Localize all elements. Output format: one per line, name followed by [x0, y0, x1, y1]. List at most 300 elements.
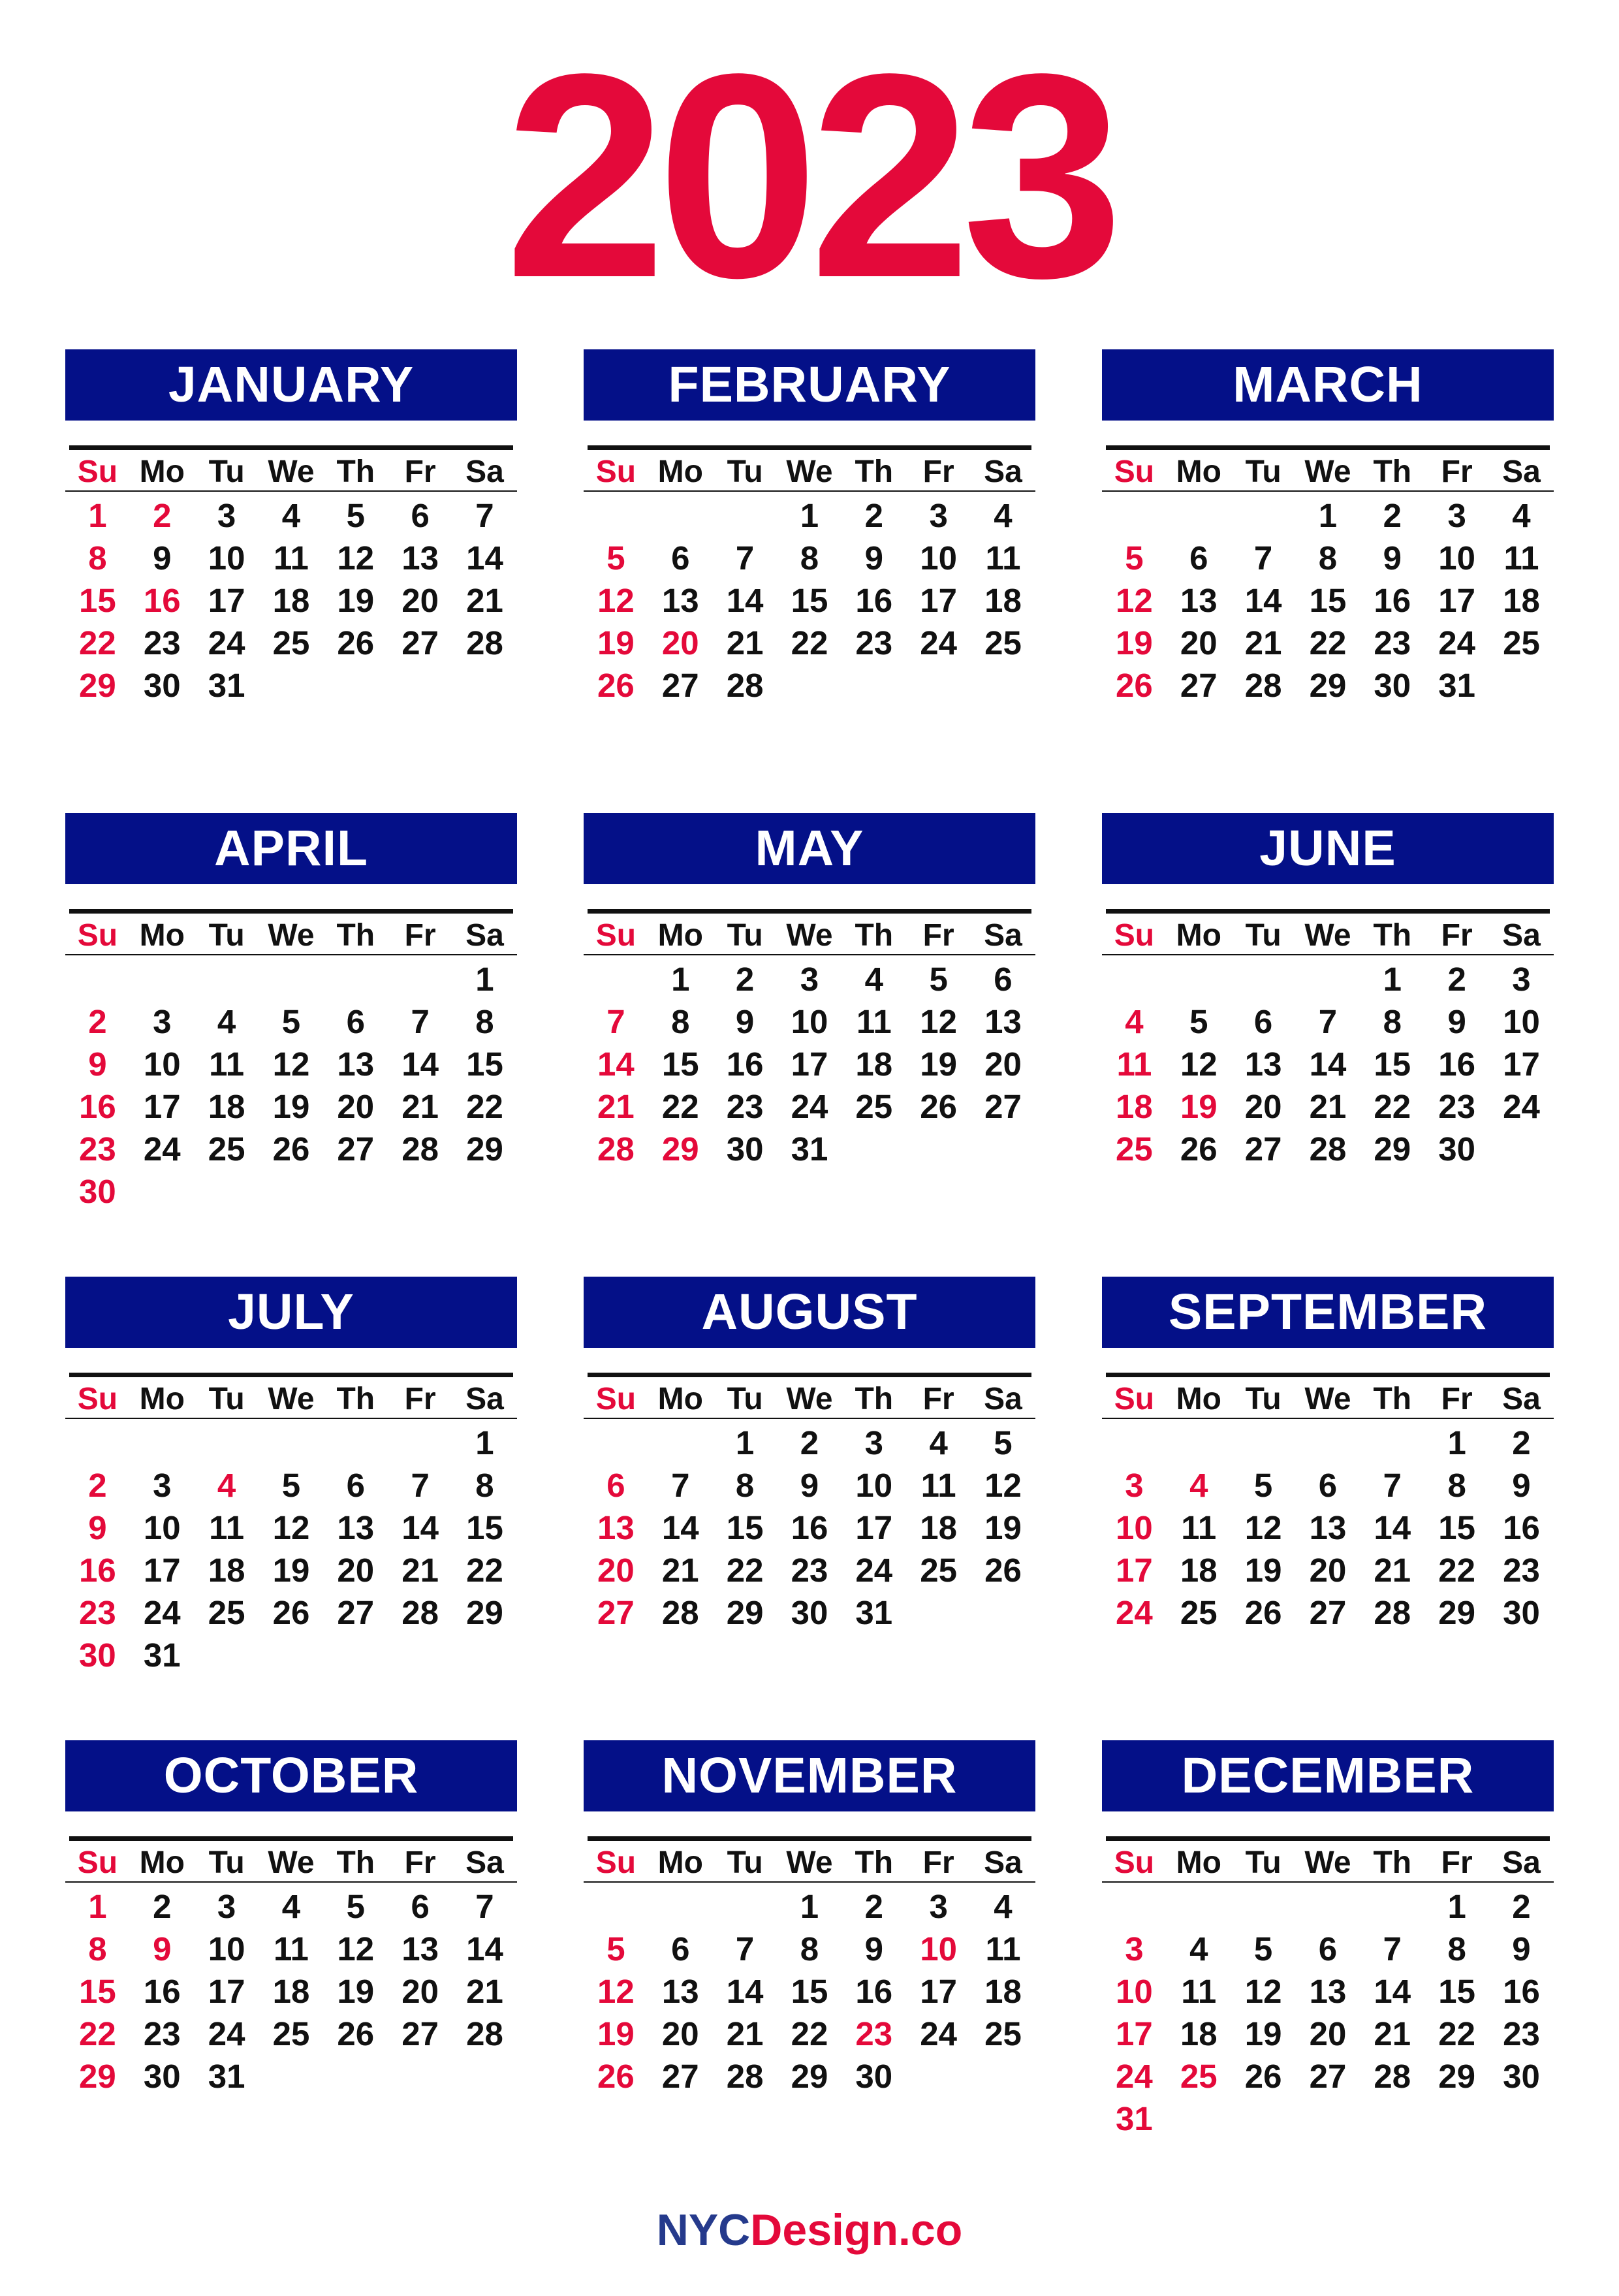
- date-cell: 8: [1447, 1930, 1466, 1968]
- days-grid: [1102, 1422, 1554, 1634]
- date-cell: 15: [1438, 1509, 1475, 1546]
- weekday-header-row: [65, 917, 517, 955]
- date-cell: 4: [281, 497, 301, 534]
- holiday-or-sunday-date: 18: [1116, 1088, 1153, 1125]
- date-cell: 28: [401, 1594, 439, 1631]
- date-cell: 17: [143, 1088, 181, 1125]
- date-cell: 6: [1318, 1930, 1338, 1968]
- holiday-or-sunday-date: 31: [1116, 2100, 1153, 2137]
- date-cell: 18: [855, 1045, 893, 1083]
- month-divider: [1106, 1836, 1550, 1841]
- holiday-or-sunday-date: 1: [88, 1888, 107, 1925]
- brand-design-co: Design.co: [750, 2205, 963, 2255]
- date-cell: 10: [1503, 1003, 1540, 1040]
- date-cell: 4: [281, 1888, 301, 1925]
- date-cell: 28: [661, 1594, 699, 1631]
- date-cell: 14: [466, 1930, 503, 1968]
- date-cell: 12: [272, 1045, 310, 1083]
- empty-cell: [648, 1885, 713, 1928]
- holiday-or-sunday-date: 1: [88, 497, 107, 534]
- date-cell: 31: [1438, 667, 1475, 704]
- date-cell: 24: [208, 624, 245, 662]
- month-divider: [1106, 1373, 1550, 1377]
- date-cell: 27: [1309, 2058, 1347, 2095]
- empty-cell: [1360, 1885, 1424, 1928]
- date-cell: 23: [1503, 1552, 1540, 1589]
- date-cell: 7: [475, 497, 494, 534]
- date-cell: 26: [337, 624, 375, 662]
- holiday-or-sunday-date: 12: [597, 1973, 635, 2010]
- empty-cell: [1231, 958, 1296, 1000]
- date-cell: 28: [1309, 1130, 1347, 1168]
- weekday-label: Mo: [657, 918, 703, 953]
- weekday-label: Sa: [1502, 918, 1541, 953]
- date-cell: 1: [1318, 497, 1338, 534]
- date-cell: 5: [929, 961, 948, 998]
- month-divider: [69, 1836, 513, 1841]
- date-cell: 14: [466, 539, 503, 577]
- month-divider: [1106, 445, 1550, 450]
- date-cell: 16: [143, 1973, 181, 2010]
- date-cell: 11: [209, 1045, 245, 1083]
- holiday-or-sunday-date: 16: [79, 1552, 116, 1589]
- date-cell: 13: [661, 582, 699, 619]
- holiday-or-sunday-date: 19: [597, 624, 635, 662]
- weekday-label: Mo: [139, 1845, 185, 1880]
- date-cell: 14: [1244, 582, 1282, 619]
- date-cell: 29: [466, 1594, 503, 1631]
- holiday-or-sunday-date: 20: [661, 624, 699, 662]
- weekday-label: We: [786, 1845, 833, 1880]
- weekday-label: Sa: [465, 1845, 504, 1880]
- date-cell: 4: [929, 1424, 948, 1461]
- date-cell: 8: [1447, 1467, 1466, 1504]
- date-cell: 4: [864, 961, 883, 998]
- empty-cell: [388, 958, 452, 1000]
- empty-cell: [1231, 1885, 1296, 1928]
- date-cell: 21: [661, 1552, 699, 1589]
- date-cell: 18: [272, 1973, 310, 2010]
- weekday-label: Sa: [984, 454, 1022, 489]
- holiday-or-sunday-date: 26: [1116, 667, 1153, 704]
- date-cell: 27: [1309, 1594, 1347, 1631]
- date-cell: 25: [1180, 1594, 1218, 1631]
- empty-cell: [648, 494, 713, 537]
- holiday-or-sunday-date: 4: [1125, 1003, 1144, 1040]
- date-cell: 2: [1512, 1424, 1531, 1461]
- weekday-label: We: [786, 918, 833, 953]
- weekday-label: Mo: [657, 1845, 703, 1880]
- weekday-label: Fr: [404, 454, 436, 489]
- date-cell: 5: [1253, 1930, 1273, 1968]
- empty-cell: [130, 1422, 195, 1464]
- footer-brand[interactable]: [0, 2201, 1619, 2259]
- date-cell: 14: [661, 1509, 699, 1546]
- holiday-or-sunday-date: 24: [1116, 2058, 1153, 2095]
- date-cell: 7: [1383, 1467, 1402, 1504]
- date-cell: 9: [153, 539, 172, 577]
- date-cell: 1: [800, 497, 819, 534]
- holiday-or-sunday-date: 2: [88, 1003, 107, 1040]
- month-may: [584, 813, 1035, 1168]
- date-cell: 25: [984, 624, 1022, 662]
- date-cell: 25: [208, 1130, 245, 1168]
- empty-cell: [1296, 1422, 1360, 1464]
- date-cell: 28: [726, 667, 764, 704]
- date-cell: 27: [1244, 1130, 1282, 1168]
- date-cell: 9: [1383, 539, 1402, 577]
- date-cell: 25: [920, 1552, 957, 1589]
- month-divider: [588, 909, 1031, 914]
- weekday-label: Tu: [208, 454, 245, 489]
- date-cell: 22: [726, 1552, 764, 1589]
- date-cell: 10: [855, 1467, 893, 1504]
- month-header: FEBRUARY: [584, 349, 1035, 421]
- date-cell: 17: [855, 1509, 893, 1546]
- date-cell: 11: [273, 1930, 309, 1968]
- date-cell: 12: [920, 1003, 957, 1040]
- date-cell: 14: [726, 1973, 764, 2010]
- date-cell: 16: [1503, 1973, 1540, 2010]
- weekday-label: Su: [77, 1382, 118, 1416]
- date-cell: 14: [726, 582, 764, 619]
- date-cell: 22: [1438, 2015, 1475, 2052]
- date-cell: 26: [272, 1130, 310, 1168]
- holiday-or-sunday-date: 19: [1180, 1088, 1218, 1125]
- holiday-or-sunday-date: 12: [1116, 582, 1153, 619]
- weekday-label: Fr: [922, 1845, 954, 1880]
- month-divider: [69, 1373, 513, 1377]
- weekday-label: We: [268, 1845, 315, 1880]
- holiday-or-sunday-date: 8: [88, 539, 107, 577]
- date-cell: 22: [1438, 1552, 1475, 1589]
- date-cell: 28: [466, 624, 503, 662]
- empty-cell: [1102, 1885, 1167, 1928]
- date-cell: 20: [1180, 624, 1218, 662]
- holiday-or-sunday-date: 7: [606, 1003, 625, 1040]
- weekday-label: Sa: [1502, 454, 1541, 489]
- date-cell: 6: [346, 1003, 365, 1040]
- month-divider: [1106, 909, 1550, 914]
- date-cell: 13: [401, 539, 439, 577]
- date-cell: 26: [920, 1088, 957, 1125]
- date-cell: 3: [864, 1424, 883, 1461]
- date-cell: 18: [1180, 2015, 1218, 2052]
- date-cell: 15: [661, 1045, 699, 1083]
- date-cell: 3: [929, 1888, 948, 1925]
- date-cell: 15: [1374, 1045, 1411, 1083]
- weekday-label: Tu: [208, 918, 245, 953]
- date-cell: 22: [791, 2015, 828, 2052]
- weekday-header-row: [1102, 1845, 1554, 1883]
- date-cell: 3: [217, 497, 236, 534]
- date-cell: 15: [466, 1509, 503, 1546]
- weekday-label: Th: [1373, 454, 1412, 489]
- empty-cell: [1167, 1422, 1231, 1464]
- date-cell: 6: [671, 539, 690, 577]
- date-cell: 6: [1189, 539, 1208, 577]
- date-cell: 31: [208, 667, 245, 704]
- date-cell: 2: [800, 1424, 819, 1461]
- date-cell: 3: [800, 961, 819, 998]
- date-cell: 22: [661, 1088, 699, 1125]
- date-cell: 20: [1309, 2015, 1347, 2052]
- date-cell: 28: [1374, 1594, 1411, 1631]
- date-cell: 3: [1512, 961, 1531, 998]
- date-cell: 8: [671, 1003, 690, 1040]
- weekday-label: Sa: [984, 1382, 1022, 1416]
- date-cell: 7: [1383, 1930, 1402, 1968]
- date-cell: 21: [1374, 2015, 1411, 2052]
- date-cell: 20: [661, 2015, 699, 2052]
- weekday-label: We: [1304, 1382, 1351, 1416]
- holiday-or-sunday-date: 23: [79, 1130, 116, 1168]
- date-cell: 12: [337, 1930, 375, 1968]
- date-cell: 13: [1244, 1045, 1282, 1083]
- holiday-or-sunday-date: 9: [88, 1509, 107, 1546]
- weekday-label: Th: [1373, 1382, 1412, 1416]
- date-cell: 26: [1244, 1594, 1282, 1631]
- date-cell: 13: [984, 1003, 1022, 1040]
- date-cell: 7: [1318, 1003, 1338, 1040]
- holiday-or-sunday-date: 24: [1116, 1594, 1153, 1631]
- date-cell: 16: [1503, 1509, 1540, 1546]
- date-cell: 9: [864, 539, 883, 577]
- holiday-or-sunday-date: 17: [1116, 2015, 1153, 2052]
- date-cell: 2: [735, 961, 755, 998]
- date-cell: 16: [855, 1973, 893, 2010]
- date-cell: 28: [466, 2015, 503, 2052]
- holiday-or-sunday-date: 23: [855, 2015, 893, 2052]
- date-cell: 17: [791, 1045, 828, 1083]
- date-cell: 23: [791, 1552, 828, 1589]
- weekday-label: We: [786, 1382, 833, 1416]
- date-cell: 24: [208, 2015, 245, 2052]
- weekday-label: Th: [855, 1845, 894, 1880]
- date-cell: 21: [726, 2015, 764, 2052]
- date-cell: 19: [1244, 1552, 1282, 1589]
- date-cell: 27: [661, 667, 699, 704]
- weekday-label: We: [268, 454, 315, 489]
- date-cell: 2: [153, 1888, 172, 1925]
- date-cell: 15: [1438, 1973, 1475, 2010]
- empty-cell: [584, 494, 648, 537]
- days-grid: [584, 1885, 1035, 2097]
- date-cell: 6: [346, 1467, 365, 1504]
- empty-cell: [713, 494, 778, 537]
- date-cell: 29: [1309, 667, 1347, 704]
- date-cell: 17: [1503, 1045, 1540, 1083]
- date-cell: 8: [1383, 1003, 1402, 1040]
- date-cell: 11: [209, 1509, 245, 1546]
- holiday-or-sunday-date: 9: [88, 1045, 107, 1083]
- holiday-or-sunday-date: 27: [597, 1594, 635, 1631]
- weekday-label: Tu: [727, 1845, 763, 1880]
- holiday-or-sunday-date: 23: [79, 1594, 116, 1631]
- month-april: [65, 813, 517, 1210]
- date-cell: 16: [1374, 582, 1411, 619]
- weekday-label: Mo: [139, 1382, 185, 1416]
- weekday-label: Fr: [1441, 454, 1473, 489]
- date-cell: 4: [994, 497, 1013, 534]
- holiday-or-sunday-date: 16: [79, 1088, 116, 1125]
- weekday-label: Fr: [922, 918, 954, 953]
- date-cell: 12: [1244, 1509, 1282, 1546]
- date-cell: 25: [1503, 624, 1540, 662]
- holiday-or-sunday-date: 5: [606, 539, 625, 577]
- year-title: 2023: [505, 14, 1114, 338]
- date-cell: 25: [984, 2015, 1022, 2052]
- date-cell: 10: [1438, 539, 1475, 577]
- weekday-label: We: [1304, 918, 1351, 953]
- date-cell: 14: [401, 1045, 439, 1083]
- empty-cell: [130, 958, 195, 1000]
- date-cell: 15: [1309, 582, 1347, 619]
- days-grid: [584, 494, 1035, 707]
- date-cell: 11: [985, 1930, 1021, 1968]
- holiday-or-sunday-date: 21: [597, 1088, 635, 1125]
- holiday-or-sunday-date: 26: [597, 667, 635, 704]
- weekday-label: Sa: [465, 918, 504, 953]
- month-header: OCTOBER: [65, 1740, 517, 1811]
- date-cell: 7: [735, 539, 755, 577]
- date-cell: 30: [791, 1594, 828, 1631]
- empty-cell: [195, 1422, 259, 1464]
- empty-cell: [259, 958, 324, 1000]
- weekday-label: Tu: [727, 454, 763, 489]
- date-cell: 21: [401, 1552, 439, 1589]
- date-cell: 24: [1503, 1088, 1540, 1125]
- date-cell: 2: [1447, 961, 1466, 998]
- weekday-label: Sa: [984, 1845, 1022, 1880]
- days-grid: [1102, 1885, 1554, 2140]
- date-cell: 1: [735, 1424, 755, 1461]
- date-cell: 24: [791, 1088, 828, 1125]
- weekday-label: Tu: [1245, 454, 1281, 489]
- weekday-label: Su: [77, 454, 118, 489]
- weekday-label: Th: [336, 454, 375, 489]
- empty-cell: [648, 1422, 713, 1464]
- date-cell: 22: [1309, 624, 1347, 662]
- date-cell: 8: [800, 539, 819, 577]
- empty-cell: [259, 1422, 324, 1464]
- date-cell: 1: [1447, 1888, 1466, 1925]
- date-cell: 8: [475, 1467, 494, 1504]
- weekday-label: Tu: [727, 1382, 763, 1416]
- date-cell: 21: [1244, 624, 1282, 662]
- date-cell: 30: [143, 2058, 181, 2095]
- empty-cell: [1360, 1422, 1424, 1464]
- date-cell: 18: [1180, 1552, 1218, 1589]
- date-cell: 27: [984, 1088, 1022, 1125]
- weekday-label: Mo: [139, 918, 185, 953]
- month-header: JULY: [65, 1277, 517, 1348]
- holiday-or-sunday-date: 30: [79, 1173, 116, 1210]
- holiday-or-sunday-date: 3: [1125, 1930, 1144, 1968]
- holiday-or-sunday-date: 20: [597, 1552, 635, 1589]
- date-cell: 8: [735, 1467, 755, 1504]
- date-cell: 1: [1383, 961, 1402, 998]
- date-cell: 4: [994, 1888, 1013, 1925]
- date-cell: 13: [1309, 1973, 1347, 2010]
- date-cell: 31: [143, 1636, 181, 1674]
- weekday-header-row: [65, 1381, 517, 1419]
- date-cell: 27: [401, 624, 439, 662]
- date-cell: 18: [984, 582, 1022, 619]
- date-cell: 24: [143, 1130, 181, 1168]
- date-cell: 13: [661, 1973, 699, 2010]
- holiday-or-sunday-date: 4: [1189, 1467, 1208, 1504]
- weekday-label: Su: [77, 1845, 118, 1880]
- empty-cell: [1167, 958, 1231, 1000]
- date-cell: 26: [272, 1594, 310, 1631]
- date-cell: 20: [1309, 1552, 1347, 1589]
- holiday-or-sunday-date: 10: [1116, 1509, 1153, 1546]
- weekday-label: Tu: [1245, 1845, 1281, 1880]
- weekday-label: Fr: [1441, 1845, 1473, 1880]
- date-cell: 19: [1244, 2015, 1282, 2052]
- holiday-or-sunday-date: 15: [79, 582, 116, 619]
- date-cell: 10: [143, 1045, 181, 1083]
- date-cell: 8: [475, 1003, 494, 1040]
- date-cell: 18: [1503, 582, 1540, 619]
- date-cell: 30: [1503, 1594, 1540, 1631]
- holiday-or-sunday-date: 25: [1116, 1130, 1153, 1168]
- holiday-or-sunday-date: 11: [1116, 1045, 1152, 1083]
- date-cell: 4: [1189, 1930, 1208, 1968]
- date-cell: 7: [735, 1930, 755, 1968]
- date-cell: 31: [855, 1594, 893, 1631]
- holiday-or-sunday-date: 15: [79, 1973, 116, 2010]
- date-cell: 23: [1374, 624, 1411, 662]
- date-cell: 21: [401, 1088, 439, 1125]
- holiday-or-sunday-date: 8: [88, 1930, 107, 1968]
- date-cell: 22: [466, 1088, 503, 1125]
- empty-cell: [1296, 1885, 1360, 1928]
- date-cell: 21: [466, 1973, 503, 2010]
- date-cell: 2: [1383, 497, 1402, 534]
- date-cell: 3: [153, 1003, 172, 1040]
- month-header: JANUARY: [65, 349, 517, 421]
- date-cell: 29: [1438, 2058, 1475, 2095]
- date-cell: 3: [1447, 497, 1466, 534]
- date-cell: 26: [1244, 2058, 1282, 2095]
- date-cell: 12: [1244, 1973, 1282, 2010]
- month-header: DECEMBER: [1102, 1740, 1554, 1811]
- days-grid: [584, 1422, 1035, 1634]
- date-cell: 1: [475, 961, 494, 998]
- holiday-or-sunday-date: 26: [597, 2058, 635, 2095]
- weekday-label: Mo: [1176, 1845, 1221, 1880]
- date-cell: 1: [1447, 1424, 1466, 1461]
- date-cell: 20: [337, 1088, 375, 1125]
- date-cell: 13: [401, 1930, 439, 1968]
- empty-cell: [584, 958, 648, 1000]
- holiday-or-sunday-date: 14: [597, 1045, 635, 1083]
- holiday-or-sunday-date: 22: [79, 2015, 116, 2052]
- days-grid: [584, 958, 1035, 1170]
- weekday-label: Mo: [657, 454, 703, 489]
- date-cell: 4: [217, 1003, 236, 1040]
- date-cell: 23: [726, 1088, 764, 1125]
- date-cell: 18: [920, 1509, 957, 1546]
- date-cell: 24: [143, 1594, 181, 1631]
- date-cell: 16: [726, 1045, 764, 1083]
- date-cell: 22: [1374, 1088, 1411, 1125]
- month-header: APRIL: [65, 813, 517, 884]
- days-grid: [65, 958, 517, 1213]
- date-cell: 20: [401, 582, 439, 619]
